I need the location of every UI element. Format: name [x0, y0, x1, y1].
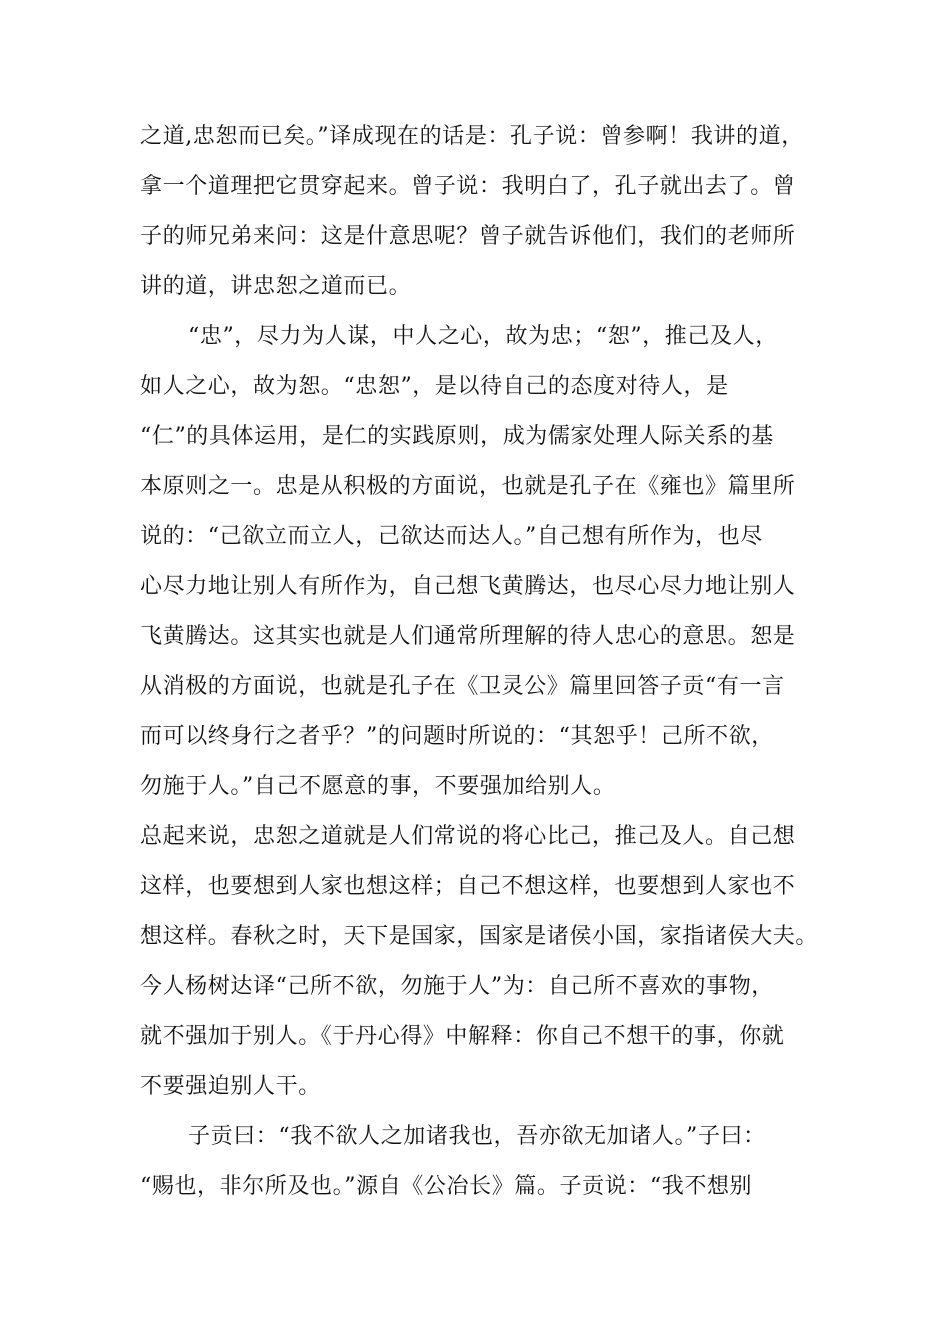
text-line: 这样，也要想到人家也想这样；自己不想这样，也要想到人家也不 — [140, 874, 796, 899]
text-line: 想这样。春秋之时，天下是国家，国家是诸侯小国，家指诸侯大夫。 — [140, 924, 819, 949]
text-line: “忠”，尽力为人谋，中人之心，故为忠；“恕”，推己及人， — [188, 324, 778, 349]
text-line: 说的：“己欲立而立人，己欲达而达人。”自己想有所作为，也尽 — [140, 524, 763, 549]
text-line: 就不强加于别人。《于丹心得》中解释：你自己不想干的事，你就 — [140, 1024, 785, 1049]
text-line: 本原则之一。忠是从积极的方面说，也就是孔子在《雍也》篇里所 — [140, 474, 796, 499]
text-line: 子贡曰：“我不欲人之加诸我也，吾亦欲无加诸人。”子曰： — [188, 1124, 766, 1149]
text-line: 勿施于人。”自己不愿意的事，不要强加给别人。 — [140, 774, 616, 799]
text-line: 从消极的方面说，也就是孔子在《卫灵公》篇里回答子贡“有一言 — [140, 674, 785, 699]
text-line: 不要强迫别人干。 — [140, 1074, 321, 1099]
text-line: 之道,忠恕而已矣。”译成现在的话是：孔子说：曾参啊！我讲的道， — [140, 124, 804, 149]
text-line: 总起来说，忠恕之道就是人们常说的将心比己，推己及人。自己想 — [140, 824, 796, 849]
text-line: “赐也，非尔所及也。”源自《公冶长》篇。子贡说：“我不想别 — [140, 1174, 753, 1199]
text-line: 心尽力地让别人有所作为，自己想飞黄腾达，也尽心尽力地让别人 — [140, 574, 796, 599]
text-line: “仁”的具体运用，是仁的实践原则，成为儒家处理人际关系的基 — [140, 424, 774, 449]
text-line: 拿一个道理把它贯穿起来。曾子说：我明白了，孔子就出去了。曾 — [140, 174, 796, 199]
text-line: 讲的道，讲忠恕之道而已。 — [140, 274, 412, 299]
text-line: 飞黄腾达。这其实也就是人们通常所理解的待人忠心的意思。恕是 — [140, 624, 796, 649]
text-line: 而可以终身行之者乎？”的问题时所说的：“其恕乎！己所不欲， — [140, 724, 774, 749]
text-line: 如人之心，故为恕。“忠恕”，是以待自己的态度对待人，是 — [140, 374, 729, 399]
text-line: 子的师兄弟来问：这是什意思呢？曾子就告诉他们，我们的老师所 — [140, 224, 796, 249]
text-line: 今人杨树达译“己所不欲，勿施于人”为：自己所不喜欢的事物， — [140, 974, 774, 999]
